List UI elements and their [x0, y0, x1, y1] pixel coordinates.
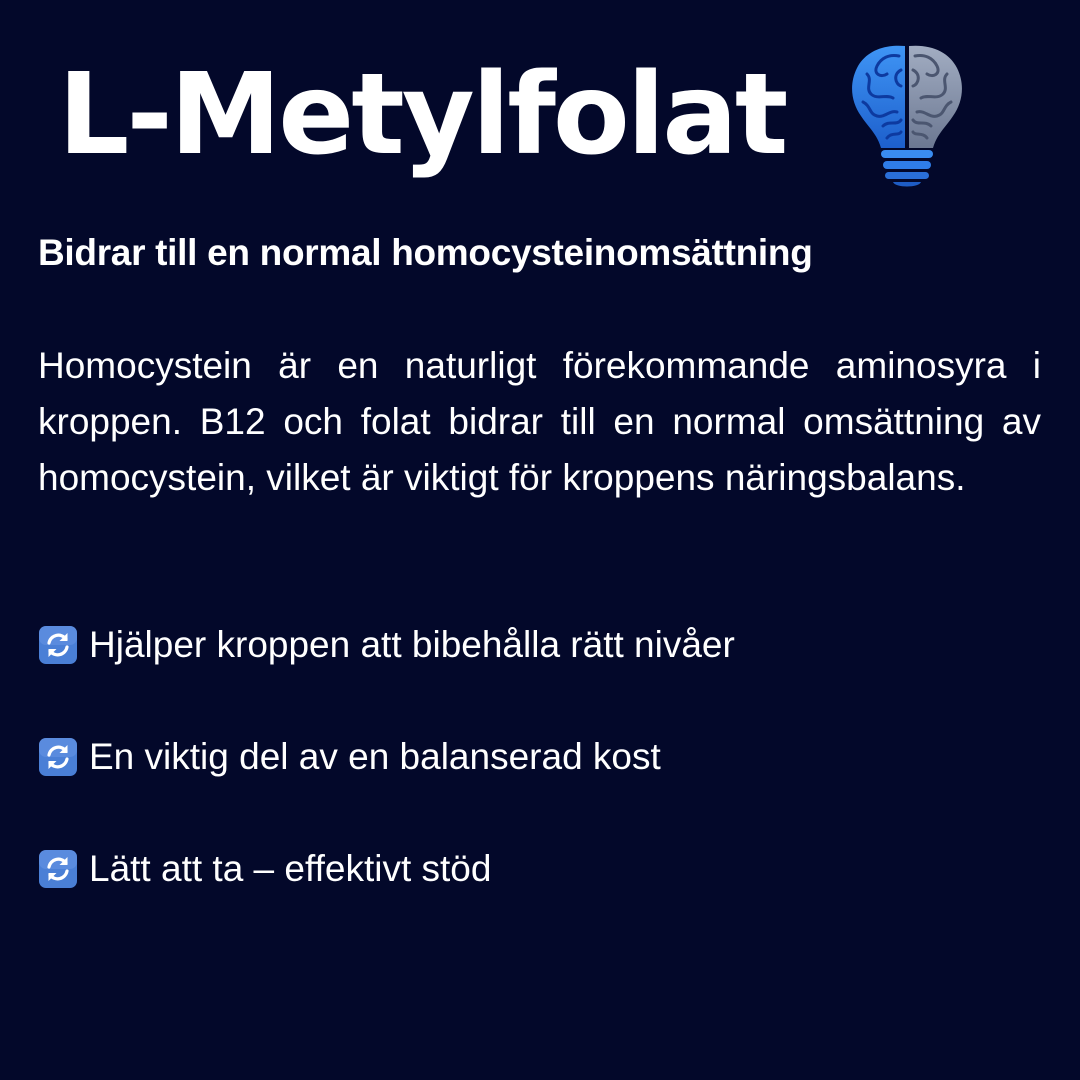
brain-lightbulb-icon — [843, 40, 971, 190]
bullet-text: Lätt att ta – effektivt stöd — [89, 848, 492, 889]
bullet-item — [38, 622, 735, 668]
refresh-icon — [38, 625, 78, 665]
header — [58, 40, 971, 190]
bullet-item — [38, 734, 661, 780]
refresh-icon — [38, 737, 78, 777]
bullet-item — [38, 846, 491, 892]
refresh-icon — [38, 849, 78, 889]
subtitle: Bidrar till en normal homocysteinomsättning — [38, 232, 813, 273]
page-title: L-Metylfolat — [58, 50, 786, 180]
bullet-text: En viktig del av en balanserad kost — [89, 736, 661, 777]
body-paragraph: Homocystein är en naturligt förekommande aminosyra i kroppen. B12 och folat bidrar till en normal omsättning av homocystein, vilket är viktigt för kroppens näringsbalans. — [38, 345, 1041, 498]
bullet-text: Hjälper kroppen att bibehålla rätt nivåer — [89, 624, 735, 665]
